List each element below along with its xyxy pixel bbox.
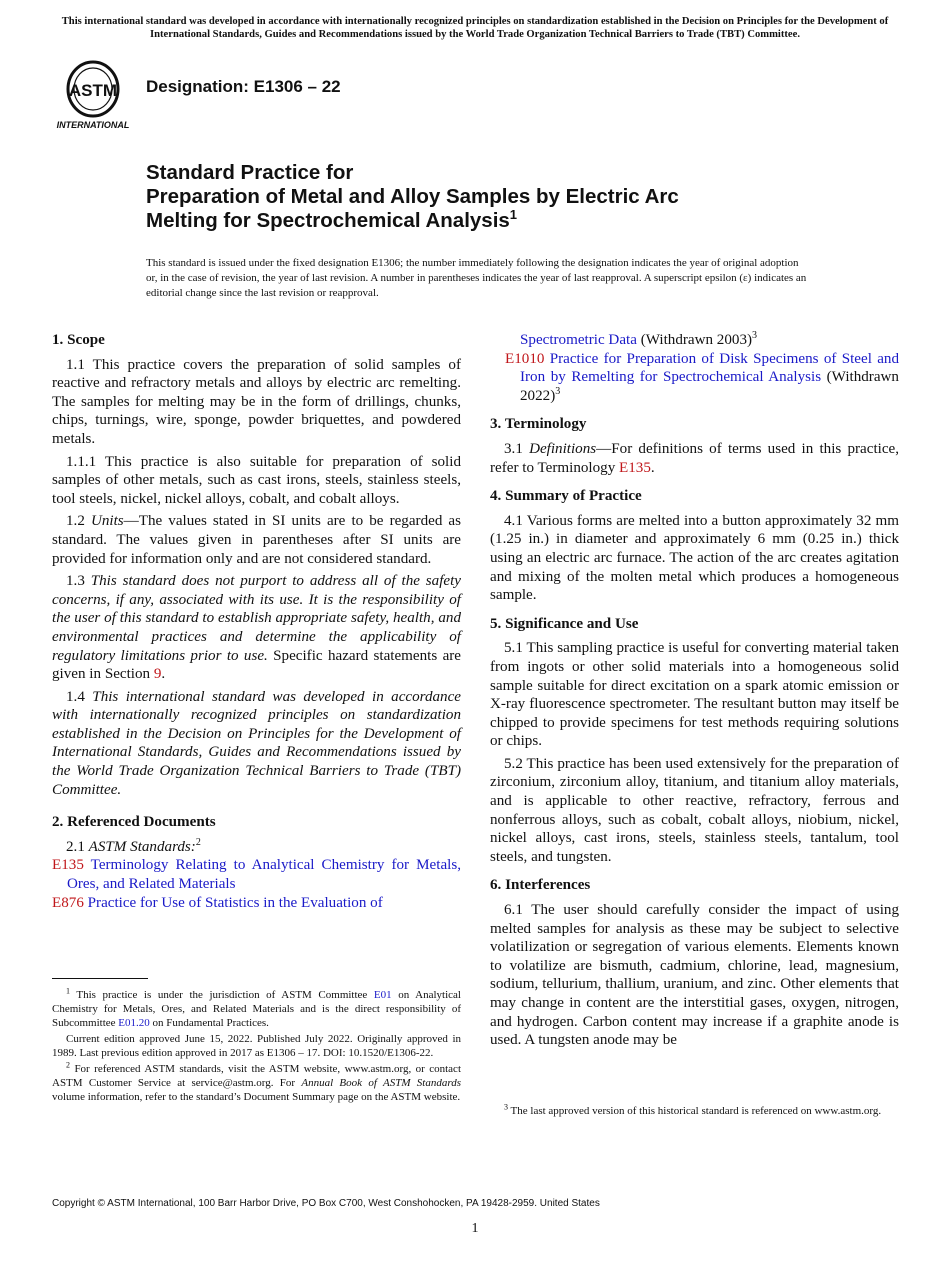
ref-e876[interactable]: E876 Practice for Use of Statistics in the Evaluation of bbox=[52, 894, 383, 911]
para-1-1-1: 1.1.1 This practice is also suitable for preparation of solid samples of other metals, such as cast irons, steels, stainless steels, tool steels, nickel, nickel alloys, cobalt, and cobalt alloys. bbox=[52, 453, 461, 507]
ref-e1010[interactable]: E1010 Practice for Preparation of Disk Specimens of Steel and Iron by Remelting for Spectrochemical Analysis (Withdrawn 2022)$^3$ bbox=[505, 350, 899, 404]
designation: Designation: E1306 – 22 bbox=[146, 77, 341, 96]
para-6-1: 6.1 The user should carefully consider the impact of using melted samples for analysis as these may be subject to selective volatilization or segregation of various elements. Elements known to volatilize are bismuth, cadmium, chlorine, lead, magnesium, sodium, tellurium, thallium, uranium, and zinc. Other elements that may change in content are the interstitial gases, oxygen, nitrogen, and hydrogen. Carbon content may increase if a graphite anode is used. A tungsten anode may be bbox=[490, 902, 899, 1049]
footnote-2: $^2$ For referenced ASTM standards, visit the ASTM website, www.astm.org, or contact ASTM Customer Service at service@astm.org. For Annual Book of ASTM Standards volume information, refer to the standard’s Document Summary page on the ASTM website. bbox=[52, 1060, 461, 1103]
title-line-2: Preparation of Metal and Alloy Samples by Electric Arc bbox=[146, 185, 679, 208]
footnotes-left bbox=[52, 988, 461, 1106]
e135-link[interactable]: E135 bbox=[619, 459, 651, 476]
top-note: This international standard was developed in accordance with internationally recognized principles on standardization established in the Decision on Principles for the Development of International Standards, Guides and Recommendations issued by the World Trade Organization Technical Barriers to Trade (TBT) Committee. bbox=[61, 16, 889, 40]
para-1-3: 1.3 This standard does not purport to address all of the safety concerns, if any, associated with its use. It is the responsibility of the user of this standard to establish appropriate safety, health, and environmental practices and determine the applicability of regulatory limitations prior to use. Specific hazard statements are given in Section 9. bbox=[52, 573, 462, 683]
footnotes-right bbox=[490, 1104, 899, 1120]
logo-sub: INTERNATIONAL bbox=[56, 120, 130, 130]
footnote-3: $^3$ The last approved version of this historical standard is referenced on www.astm.org. bbox=[504, 1102, 882, 1117]
section-5-heading: 5. Significance and Use bbox=[490, 615, 639, 632]
para-1-4: 1.4 This international standard was developed in accordance with internationally recognized principles on standardization established in the Decision on Principles for the Development of International Standards, Guides and Recommendations issued by the World Trade Organization Technical Barriers to Trade (TBT) Committee. bbox=[52, 688, 462, 798]
ref-e135[interactable]: E135 Terminology Relating to Analytical Chemistry for Metals, Ores, and Related Materials bbox=[52, 857, 461, 893]
e01-link[interactable]: E01 bbox=[373, 989, 392, 1001]
footnote-rule-left bbox=[52, 978, 148, 979]
para-4-1: 4.1 Various forms are melted into a button approximately 32 mm (1.25 in.) in diameter and approximately 6 mm (0.25 in.) thick using an electric arc furnace. The action of the arc creates agitation and mixing of the molten metal which produces a homogeneous sample. bbox=[490, 512, 899, 604]
left-column bbox=[52, 331, 461, 912]
para-5-2: 5.2 This practice has been used extensively for the preparation of zirconium, zirconium alloy, titanium, and titanium alloy materials, and is applicable to other reactive, refractory, ferrous and nonferrous alloys, such as cobalt, cobalt alloys, niobium, nickel, nickel alloys, cast irons, steels, stainless steels, tantalum, tool steels, and tungsten. bbox=[490, 755, 899, 865]
issuance-statement: This standard is issued under the fixed designation E1306; the number immediately following the designation indicates the year of original adoption or, in the case of revision, the year of last revision. A number in parentheses indicates the year of last reapproval. A superscript epsilon (ε) indicates an editorial change since the last revision or reapproval. bbox=[146, 257, 807, 299]
section-4-heading: 4. Summary of Practice bbox=[490, 488, 642, 505]
logo-letters: ASTM bbox=[68, 81, 118, 100]
para-2-1: 2.1 ASTM Standards:$^2$ bbox=[66, 836, 201, 855]
right-column bbox=[490, 331, 899, 1054]
copyright: Copyright © ASTM International, 100 Barr Harbor Drive, PO Box C700, West Conshohocken, PA 19428-2959. United States bbox=[52, 1198, 600, 1209]
page-number: 1 bbox=[471, 1221, 479, 1236]
ref-e876-continued: Spectrometric Data (Withdrawn 2003)$^3$ bbox=[520, 329, 758, 348]
title-line-3: Melting for Spectrochemical Analysis bbox=[146, 209, 510, 232]
document-title bbox=[146, 161, 866, 233]
footnote-1: $^1$ This practice is under the jurisdiction of ASTM Committee E01 on Analytical Chemistry for Metals, Ores, and Related Materials and is the direct responsibility of Subcommittee E01.20 on Fundamental Practices. bbox=[52, 986, 461, 1029]
section-6-heading: 6. Interferences bbox=[490, 877, 591, 894]
e01-20-link[interactable]: E01.20 bbox=[118, 1017, 150, 1029]
para-5-1: 5.1 This sampling practice is useful for converting material taken from ingots or other solid materials into a homogeneous solid sample suitable for direct excitation on a spark atomic emission or X-ray fluorescence spectrometer. The resultant button may itself be chipped to provide specimens for test methods requiring solutions or chips. bbox=[490, 640, 899, 750]
section-2-heading: 2. Referenced Documents bbox=[52, 814, 216, 831]
para-3-1: 3.1 Definitions—For definitions of terms used in this practice, refer to Terminology E135. bbox=[490, 440, 899, 476]
para-1-1: 1.1 This practice covers the preparation of solid samples of reactive and refractory metals and alloys by electric arc remelting. The samples for melting may be in the form of drillings, chunks, chips, turnings, wire, sponge, powder briquettes, and powdered metals. bbox=[52, 356, 461, 447]
section-9-link[interactable]: 9 bbox=[153, 666, 162, 683]
footnote-1-edition: Current edition approved June 15, 2022. Published July 2022. Originally approved in 1989. Last previous edition approved in 2017 as E1306 – 17. DOI: 10.1520/E1306-22. bbox=[52, 1033, 461, 1059]
title-line-1: Standard Practice for bbox=[146, 161, 354, 184]
section-1-heading: 1. Scope bbox=[52, 332, 105, 348]
para-1-2: 1.2 Units—The values stated in SI units are to be regarded as standard. The values given in parentheses after SI units are provided for information only and are not considered standard. bbox=[52, 513, 462, 567]
title-footnote-marker: 1 bbox=[509, 207, 518, 223]
astm-logo bbox=[52, 56, 134, 132]
section-3-heading: 3. Terminology bbox=[490, 416, 587, 433]
